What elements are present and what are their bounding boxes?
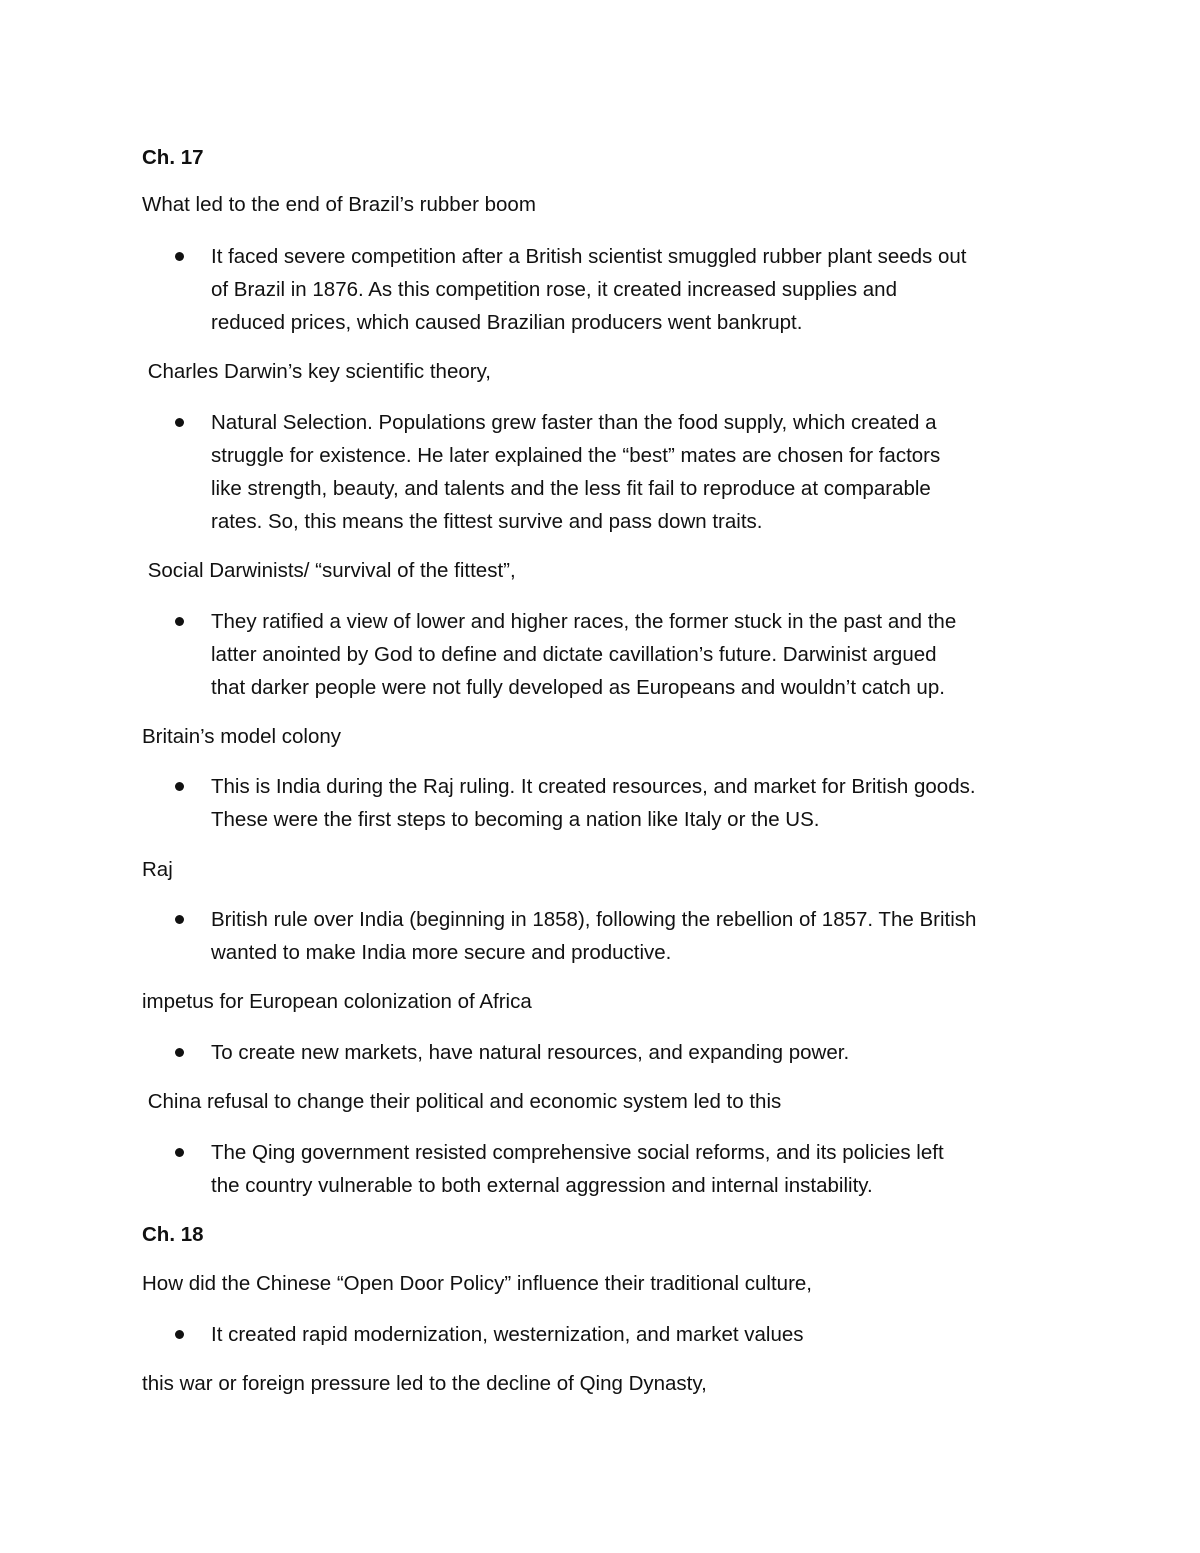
answer-line: latter anointed by God to define and dictate cavillation’s future. Darwinist argued	[211, 643, 937, 666]
question-darwin-theory: Charles Darwin’s key scientific theory,	[142, 360, 492, 383]
chapter-18-heading: Ch. 18	[142, 1223, 204, 1246]
chapter-17-heading: Ch. 17	[142, 146, 204, 169]
question-model-colony: Britain’s model colony	[142, 725, 342, 748]
answer-line: the country vulnerable to both external aggression and internal instability.	[211, 1174, 873, 1197]
answer-line: like strength, beauty, and talents and the less fit fail to reproduce at comparable	[211, 477, 931, 500]
answer-line: It created rapid modernization, westernization, and market values	[211, 1323, 804, 1346]
answer-line: To create new markets, have natural resources, and expanding power.	[211, 1041, 850, 1064]
answer-line: It faced severe competition after a British scientist smuggled rubber plant seeds out	[211, 245, 967, 268]
answer-line: struggle for existence. He later explained the “best” mates are chosen for factors	[211, 444, 941, 467]
answer-line: This is India during the Raj ruling. It created resources, and market for British goods.	[211, 775, 976, 798]
bullet-icon	[175, 782, 184, 791]
answer-line: The Qing government resisted comprehensive social reforms, and its policies left	[211, 1141, 944, 1164]
question-open-door-policy: How did the Chinese “Open Door Policy” influence their traditional culture,	[142, 1272, 813, 1295]
answer-line: rates. So, this means the fittest survive and pass down traits.	[211, 510, 763, 533]
question-brazil-rubber: What led to the end of Brazil’s rubber boom	[142, 193, 536, 216]
bullet-icon	[175, 1330, 184, 1339]
answer-line: British rule over India (beginning in 1858), following the rebellion of 1857. The British	[211, 908, 977, 931]
answer-line: Natural Selection. Populations grew faster than the food supply, which created a	[211, 411, 937, 434]
answer-line: that darker people were not fully developed as Europeans and wouldn’t catch up.	[211, 676, 945, 699]
bullet-icon	[175, 617, 184, 626]
answer-line: reduced prices, which caused Brazilian producers went bankrupt.	[211, 311, 803, 334]
bullet-icon	[175, 1048, 184, 1057]
question-africa-colonization: impetus for European colonization of Africa	[142, 990, 532, 1013]
answer-line: These were the first steps to becoming a nation like Italy or the US.	[211, 808, 820, 831]
bullet-icon	[175, 252, 184, 261]
question-social-darwinists: Social Darwinists/ “survival of the fittest”,	[142, 559, 516, 582]
answer-line: of Brazil in 1876. As this competition rose, it created increased supplies and	[211, 278, 897, 301]
answer-line: They ratified a view of lower and higher races, the former stuck in the past and the	[211, 610, 957, 633]
question-raj: Raj	[142, 858, 173, 881]
question-qing-decline: this war or foreign pressure led to the decline of Qing Dynasty,	[142, 1372, 707, 1395]
question-china-refusal: China refusal to change their political and economic system led to this	[142, 1090, 782, 1113]
bullet-icon	[175, 418, 184, 427]
answer-line: wanted to make India more secure and productive.	[211, 941, 672, 964]
bullet-icon	[175, 915, 184, 924]
bullet-icon	[175, 1148, 184, 1157]
